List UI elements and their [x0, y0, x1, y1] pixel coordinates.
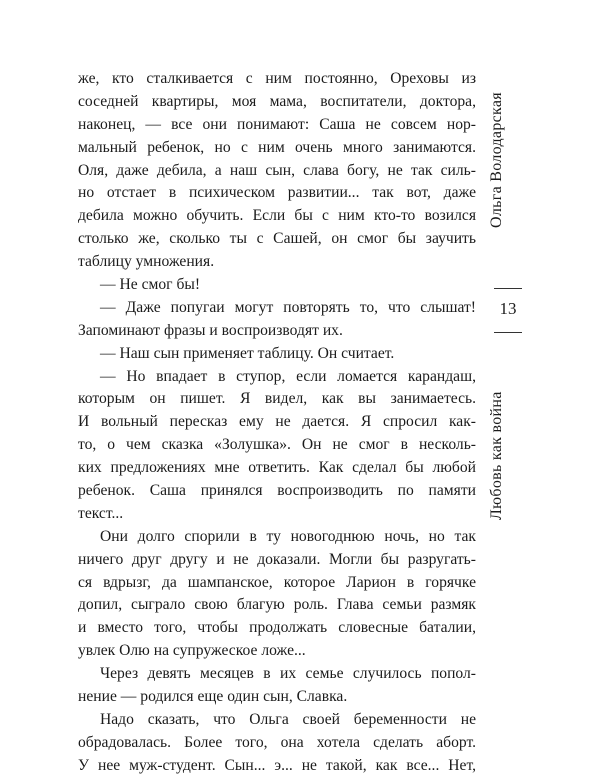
text-line: увлек Олю на супружеское ложе...: [78, 642, 306, 660]
paragraph-first-line: Они долго спорили в ту новогоднюю ночь, но так: [100, 527, 476, 545]
text-line: нение — родился еще один сын, Славка.: [78, 688, 348, 706]
text-line: которым он пишет. Я видел, как вы занимаетесь.: [78, 390, 476, 408]
text-line: У нее муж-студент. Сын... э... не такой, как все... Нет,: [78, 756, 476, 774]
text-line: ребенок. Саша принялся воспроизводить по памяти: [78, 482, 476, 500]
text-line: столько же, сколько ты с Сашей, он смог бы заучить: [78, 230, 476, 248]
text-line: текст...: [78, 504, 124, 522]
running-head-title: Любовь как война: [488, 391, 505, 521]
text-line: то, о чем сказка «Золушка». Он не смог в несколь-: [78, 436, 476, 454]
page-number: 13: [499, 299, 517, 318]
text-line: Запоминают фразы и воспроизводят их.: [78, 321, 343, 339]
divider: [494, 332, 522, 333]
text-line: и вместо того, чтобы продолжать словесные баталии,: [78, 619, 476, 637]
text-line: наконец, — все они понимают: Саша не совсем нор-: [78, 115, 476, 133]
text-line: дебила можно обучить. Если бы с ним кто-то возился: [78, 207, 476, 225]
text-line: же, кто сталкивается с ним постоянно, Ореховы из: [78, 70, 476, 87]
text-line: Оля, даже дебила, а наш сын, слава богу, не так силь-: [78, 161, 476, 179]
text-line: ничего друг другу и не доказали. Могли бы разругать-: [78, 550, 476, 568]
text-line: таблицу умножения.: [78, 253, 215, 271]
dialogue-line: — Даже попугаи могут повторять то, что слышат!: [100, 298, 476, 316]
text-line: ся вдрызг, да шампанское, которое Ларион в горячке: [78, 573, 476, 591]
running-head: [488, 60, 528, 700]
paragraph-first-line: Надо сказать, что Ольга своей беременности не: [100, 710, 476, 728]
text-line: обрадовалась. Более того, она хотела сделать аборт.: [78, 733, 476, 751]
text-line: мальный ребенок, но с ним очень много занимаются.: [78, 138, 476, 156]
text-line: И вольный пересказ ему не дается. Я спросил как-: [78, 413, 476, 431]
text-line: ких предложениях мне ответить. Как сделал бы любой: [78, 459, 476, 477]
paragraph-first-line: Через девять месяцев в их семье случилось попол-: [100, 665, 476, 683]
dialogue-line: — Не смог бы!: [100, 276, 201, 294]
text-line: но отстает в психическом развитии... так вот, даже: [78, 184, 476, 202]
text-line: допил, сыграло свою благую роль. Глава семьи размяк: [78, 596, 476, 614]
text-line: соседней квартиры, моя мама, воспитатели, доктора,: [78, 92, 476, 110]
divider: [494, 288, 522, 289]
body-text: [78, 68, 476, 778]
running-head-author: Ольга Володарская: [488, 92, 505, 228]
dialogue-line: — Наш сын применяет таблицу. Он считает.: [100, 344, 395, 362]
dialogue-line: — Но впадает в ступор, если ломается карандаш,: [100, 367, 476, 385]
